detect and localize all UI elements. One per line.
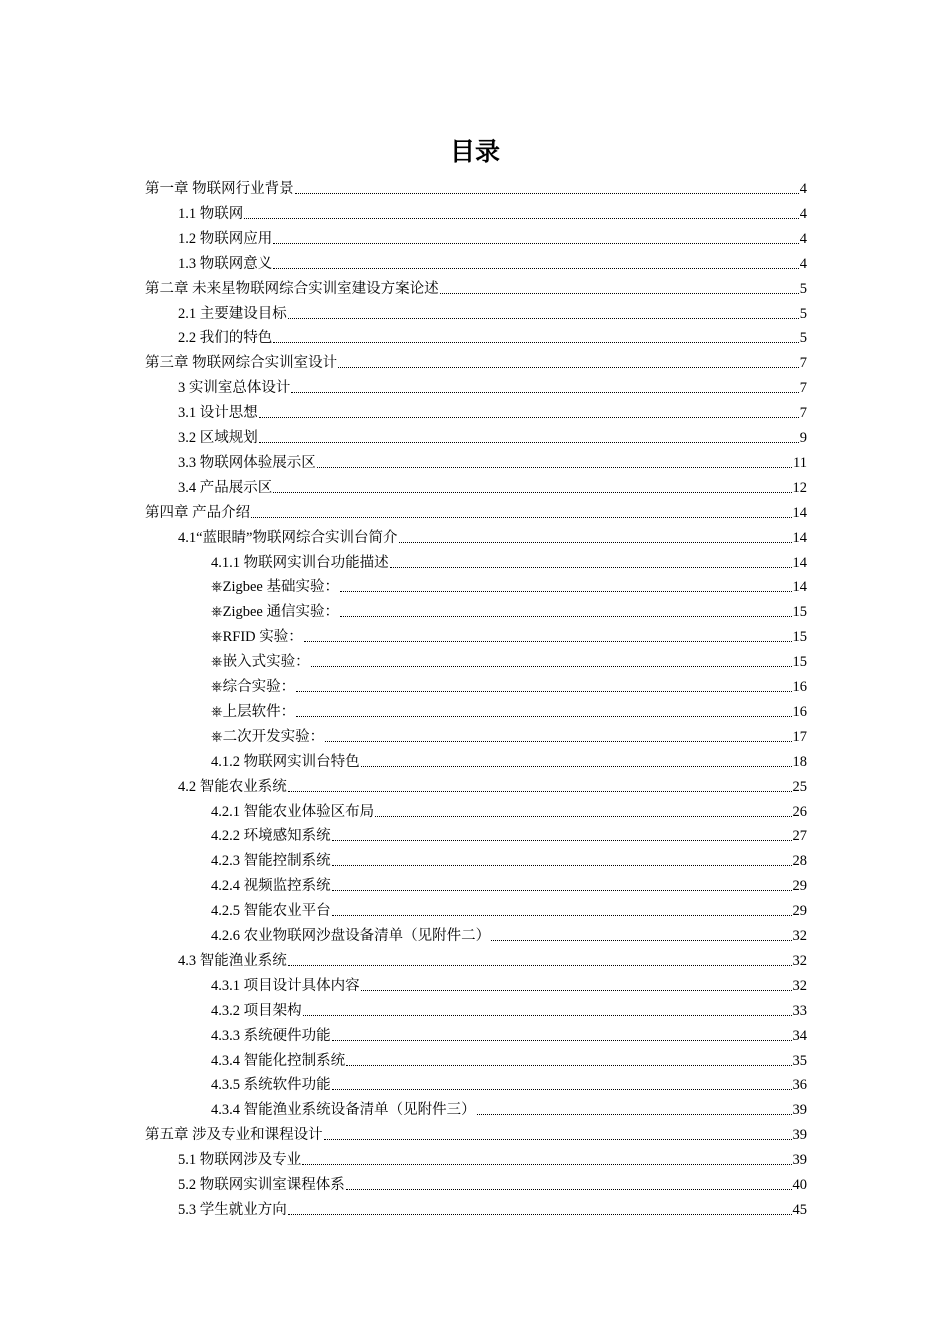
dot-leader xyxy=(288,318,799,319)
toc-entry[interactable] xyxy=(178,1195,807,1220)
toc-entry-text: 2.2 我们的特色 xyxy=(178,330,273,347)
toc-entry[interactable] xyxy=(178,448,807,473)
toc-entry-text: 4.2.3 智能控制系统 xyxy=(211,853,331,870)
toc-entry-text: 4.2.1 智能农业体验区布局 xyxy=(211,803,375,820)
toc-page-number: 14 xyxy=(792,504,807,521)
toc-entry-text: ⎈嵌入式实验： xyxy=(211,654,310,671)
toc-page-number: 15 xyxy=(792,604,807,621)
toc-page-number: 9 xyxy=(799,430,807,446)
toc-entry[interactable] xyxy=(178,199,807,224)
toc-entry[interactable] xyxy=(211,1021,807,1046)
toc-entry[interactable] xyxy=(211,871,807,896)
dot-leader xyxy=(361,990,792,991)
toc-entry[interactable] xyxy=(178,946,807,971)
dot-leader xyxy=(273,268,799,269)
dot-leader xyxy=(332,1040,792,1041)
toc-page-number: 18 xyxy=(792,753,807,770)
toc-page-number: 32 xyxy=(792,928,807,944)
dot-leader xyxy=(291,392,798,393)
toc-entry-text: 3.4 产品展示区 xyxy=(178,479,273,496)
toc-entry-text: 3.3 物联网体验展示区 xyxy=(178,454,316,471)
dot-leader xyxy=(346,1065,791,1066)
toc-entry-text: 4.1“蓝眼睛”物联网综合实训台简介 xyxy=(178,529,398,546)
toc-page-number: 26 xyxy=(792,803,807,820)
dot-leader xyxy=(303,1015,792,1016)
toc-entry[interactable] xyxy=(178,1145,807,1170)
toc-entry[interactable] xyxy=(211,1095,807,1120)
toc-entry-text: 第二章 未来星物联网综合实训室建设方案论述 xyxy=(145,280,439,297)
toc-entry-text: 4.3 智能渔业系统 xyxy=(178,952,287,969)
toc-entry[interactable] xyxy=(211,896,807,921)
dot-leader xyxy=(251,517,791,518)
toc-entry[interactable] xyxy=(211,797,807,822)
toc-page-number: 5 xyxy=(799,330,807,347)
toc-page-number: 15 xyxy=(792,629,807,646)
toc-entry-text: 4.2 智能农业系统 xyxy=(178,778,287,795)
dot-leader xyxy=(338,367,799,368)
toc-page-number: 16 xyxy=(792,703,807,720)
dot-leader xyxy=(259,442,799,443)
toc-page-number: 7 xyxy=(799,355,807,372)
toc-entry-text: 4.3.4 智能渔业系统设备清单（见附件三） xyxy=(211,1102,476,1119)
dot-leader xyxy=(273,342,799,343)
toc-entry[interactable] xyxy=(178,523,807,548)
toc-entry-text: 4.2.4 视频监控系统 xyxy=(211,878,331,895)
toc-page-number: 12 xyxy=(792,479,807,496)
toc-entry-text: 3.1 设计思想 xyxy=(178,405,258,422)
toc-entry-text: 4.3.4 智能化控制系统 xyxy=(211,1052,346,1069)
toc-entry[interactable] xyxy=(145,174,807,199)
toc-title: 目录 xyxy=(449,137,500,166)
dot-leader xyxy=(346,1189,792,1190)
dot-leader xyxy=(273,492,791,493)
dot-leader xyxy=(317,467,792,468)
toc-entry-text: 4.2.2 环境感知系统 xyxy=(211,828,331,845)
toc-entry[interactable] xyxy=(211,572,807,597)
toc-entry[interactable] xyxy=(211,622,807,647)
toc-page-number: 25 xyxy=(792,778,807,795)
dot-leader xyxy=(361,766,792,767)
toc-entry[interactable] xyxy=(178,423,807,448)
toc-page-number: 7 xyxy=(799,380,807,397)
toc-entry-text: ⎈综合实验： xyxy=(211,679,296,695)
toc-page-number: 11 xyxy=(793,454,807,471)
dot-leader xyxy=(259,417,799,418)
toc-entry-text: 4.1.2 物联网实训台特色 xyxy=(211,753,360,770)
toc-page-number: 34 xyxy=(792,1027,807,1044)
toc-entry[interactable] xyxy=(211,921,807,946)
toc-entry[interactable] xyxy=(145,348,807,373)
toc-page-number: 36 xyxy=(792,1077,807,1094)
dot-leader xyxy=(325,741,791,742)
dot-leader xyxy=(332,840,792,841)
toc-entry-text: 4.3.3 系统硬件功能 xyxy=(211,1027,331,1044)
toc-entry-text: ⎈上层软件： xyxy=(211,703,296,720)
toc-entry-text: 4.3.5 系统软件功能 xyxy=(211,1077,331,1094)
toc-entry[interactable] xyxy=(211,846,807,871)
toc-entry-text: ⎈RFID 实验： xyxy=(211,629,303,646)
toc-page-number: 32 xyxy=(792,952,807,969)
dot-leader xyxy=(304,641,792,642)
toc-entry-text: 5.1 物联网涉及专业 xyxy=(178,1152,302,1169)
toc-page-number: 15 xyxy=(792,654,807,671)
toc-entry[interactable] xyxy=(178,323,807,348)
toc-entry[interactable] xyxy=(178,373,807,398)
dot-leader xyxy=(273,243,799,244)
dot-leader xyxy=(295,193,799,194)
dot-leader xyxy=(332,915,792,916)
dot-leader xyxy=(288,1214,792,1215)
toc-entry[interactable] xyxy=(145,498,807,523)
toc-entry-text: 4.3.2 项目架构 xyxy=(211,1002,302,1019)
toc-entry[interactable] xyxy=(211,971,807,996)
dot-leader xyxy=(244,218,799,219)
toc-entry[interactable] xyxy=(178,473,807,498)
toc-entry-text: ⎈二次开发实验： xyxy=(211,728,325,745)
toc-entry[interactable] xyxy=(211,1070,807,1095)
dot-leader xyxy=(332,1089,792,1090)
toc-page-number: 4 xyxy=(799,230,807,247)
dot-leader xyxy=(491,940,791,941)
toc-page-number: 14 xyxy=(792,554,807,571)
toc-page-number: 14 xyxy=(792,529,807,546)
toc-entry-text: 第一章 物联网行业背景 xyxy=(145,181,294,197)
dot-leader xyxy=(332,890,792,891)
dot-leader xyxy=(390,567,792,568)
toc-entry-text: 第四章 产品介绍 xyxy=(145,504,251,521)
toc-entry-text: 5.3 学生就业方向 xyxy=(178,1201,287,1218)
toc-entry[interactable] xyxy=(211,996,807,1021)
toc-page-number: 29 xyxy=(792,878,807,895)
toc-page-number: 39 xyxy=(792,1127,807,1144)
toc-entry-text: 第三章 物联网综合实训室设计 xyxy=(145,355,338,372)
toc-entry-text: 5.2 物联网实训室课程体系 xyxy=(178,1177,345,1193)
toc-entry-text: 第五章 涉及专业和课程设计 xyxy=(145,1127,323,1144)
toc-entry-text: 1.1 物联网 xyxy=(178,205,244,222)
toc-entry[interactable] xyxy=(211,672,807,697)
dot-leader xyxy=(375,816,791,817)
toc-page-number: 32 xyxy=(792,977,807,994)
toc-entry-text: 3.2 区域规划 xyxy=(178,430,258,446)
toc-entry-text: 4.2.5 智能农业平台 xyxy=(211,903,331,920)
toc-entry-text: 1.3 物联网意义 xyxy=(178,255,273,272)
toc-entry-text: 4.3.1 项目设计具体内容 xyxy=(211,977,360,994)
toc-entry[interactable] xyxy=(178,249,807,274)
toc-entry-text: ⎈Zigbee 通信实验： xyxy=(211,604,339,621)
toc-page-number: 4 xyxy=(799,205,807,222)
toc-entry-text: 4.1.1 物联网实训台功能描述 xyxy=(211,554,389,571)
toc-entry[interactable] xyxy=(178,299,807,324)
toc-entry[interactable] xyxy=(211,647,807,672)
toc-entry[interactable] xyxy=(211,1046,807,1071)
dot-leader xyxy=(324,1139,792,1140)
toc-page-number: 39 xyxy=(792,1152,807,1169)
toc-entry[interactable] xyxy=(211,697,807,722)
toc-page-number: 4 xyxy=(799,181,807,197)
dot-leader xyxy=(340,591,792,592)
toc-entry-text: 1.2 物联网应用 xyxy=(178,230,273,247)
toc-page-number: 7 xyxy=(799,405,807,422)
toc-page-number: 29 xyxy=(792,903,807,920)
dot-leader xyxy=(440,293,799,294)
toc-page-number: 17 xyxy=(792,728,807,745)
dot-leader xyxy=(288,791,792,792)
toc-entry[interactable] xyxy=(211,722,807,747)
toc-entry[interactable] xyxy=(211,548,807,573)
toc-page-number: 4 xyxy=(799,255,807,272)
dot-leader xyxy=(296,716,791,717)
toc-entry-text: 3 实训室总体设计 xyxy=(178,380,291,397)
toc-page-number: 16 xyxy=(792,679,807,695)
toc-entry[interactable] xyxy=(145,274,807,299)
toc-page-number: 45 xyxy=(792,1201,807,1218)
toc-page-number: 27 xyxy=(792,828,807,845)
dot-leader xyxy=(311,666,792,667)
toc-page-number: 5 xyxy=(799,280,807,297)
toc-entry[interactable] xyxy=(178,1170,807,1195)
toc-entry-text: 4.2.6 农业物联网沙盘设备清单（见附件二） xyxy=(211,928,491,944)
dot-leader xyxy=(340,616,792,617)
toc-entry[interactable] xyxy=(178,224,807,249)
dot-leader xyxy=(302,1164,791,1165)
toc-page-number: 39 xyxy=(792,1102,807,1119)
dot-leader xyxy=(477,1114,792,1115)
toc-page-number: 5 xyxy=(799,305,807,322)
toc-entry-text: ⎈Zigbee 基础实验： xyxy=(211,579,339,596)
toc-entry[interactable] xyxy=(145,1120,807,1145)
toc-page-number: 40 xyxy=(792,1177,807,1193)
toc-page-number: 14 xyxy=(792,579,807,596)
toc-page-number: 33 xyxy=(792,1002,807,1019)
dot-leader xyxy=(332,865,792,866)
toc-entry[interactable] xyxy=(211,821,807,846)
toc-page-number: 35 xyxy=(792,1052,807,1069)
dot-leader xyxy=(288,965,792,966)
dot-leader xyxy=(296,691,791,692)
dot-leader xyxy=(399,542,792,543)
toc-page-number: 28 xyxy=(792,853,807,870)
toc-entry[interactable] xyxy=(178,772,807,797)
toc-entry[interactable] xyxy=(211,747,807,772)
toc-entry-text: 2.1 主要建设目标 xyxy=(178,305,287,322)
toc-entry[interactable] xyxy=(178,398,807,423)
toc-entry[interactable] xyxy=(211,597,807,622)
